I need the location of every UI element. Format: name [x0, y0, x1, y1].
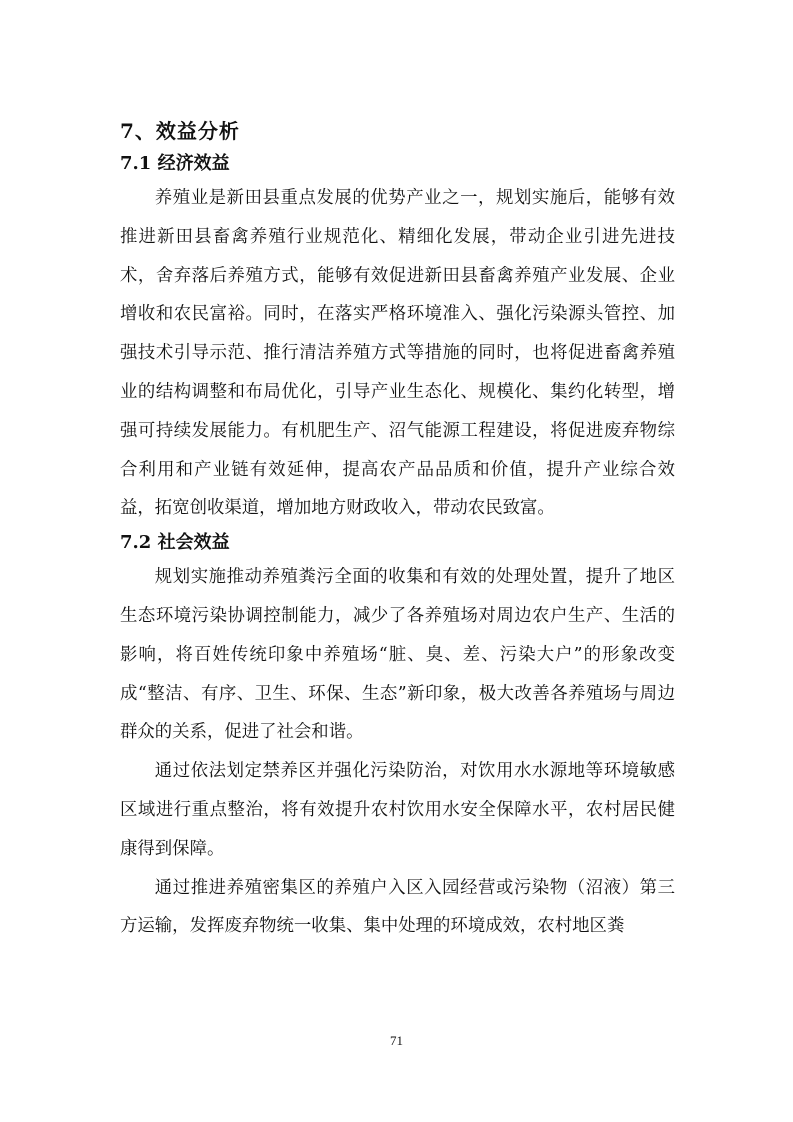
section-heading-social: 7.2 社会效益 [120, 532, 230, 554]
paragraph-economic: 养殖业是新田县重点发展的优势产业之一，规划实施后，能够有效推进新田县畜禽养殖行业规范化、精细化发展，带动企业引进先进技术，舍弃落后养殖方式，能够有效促进新田县畜禽养殖产业发展、企业增收和农民富裕。同时，在落实严格环境准入、强化污染源头管控、加强技术引导示范、推行清洁养殖方式等措施的同时，也将促进畜禽养殖业的结构调整和布局优化，引导产业生态化、规模化、集约化转型，增强可持续发展能力。有机肥生产、沼气能源工程建设，将促进废弃物综合利用和产业链有效延伸，提高农产品品质和价值，提升产业综合效益，拓宽创收渠道，增加地方财政收入，带动农民致富。 [120, 188, 675, 519]
paragraph-social-1: 规划实施推动养殖粪污全面的收集和有效的处理处置，提升了地区生态环境污染协调控制能力，减少了各养殖场对周边农户生产、生活的影响，将百姓传统印象中养殖场“脏、臭、差、污染大户”的形象改变成“整洁、有序、卫生、环保、生态”新印象，极大改善各养殖场与周边群众的关系，促进了社会和谐。 [120, 567, 675, 743]
page-number: 71 [390, 1033, 403, 1048]
paragraph-social-2: 通过依法划定禁养区并强化污染防治，对饮用水水源地等环境敏感区域进行重点整治，将有效提升农村饮用水安全保障水平，农村居民健康得到保障。 [120, 761, 675, 859]
section-heading-economic: 7.1 经济效益 [120, 153, 230, 174]
chapter-heading: 7、效益分析 [120, 119, 240, 143]
page-content [120, 113, 675, 946]
paragraph-social-3: 通过推进养殖密集区的养殖户入区入园经营或污染物（沼液）第三方运输，发挥废弃物统一收集、集中处理的环境成效，农村地区粪 [120, 877, 675, 937]
